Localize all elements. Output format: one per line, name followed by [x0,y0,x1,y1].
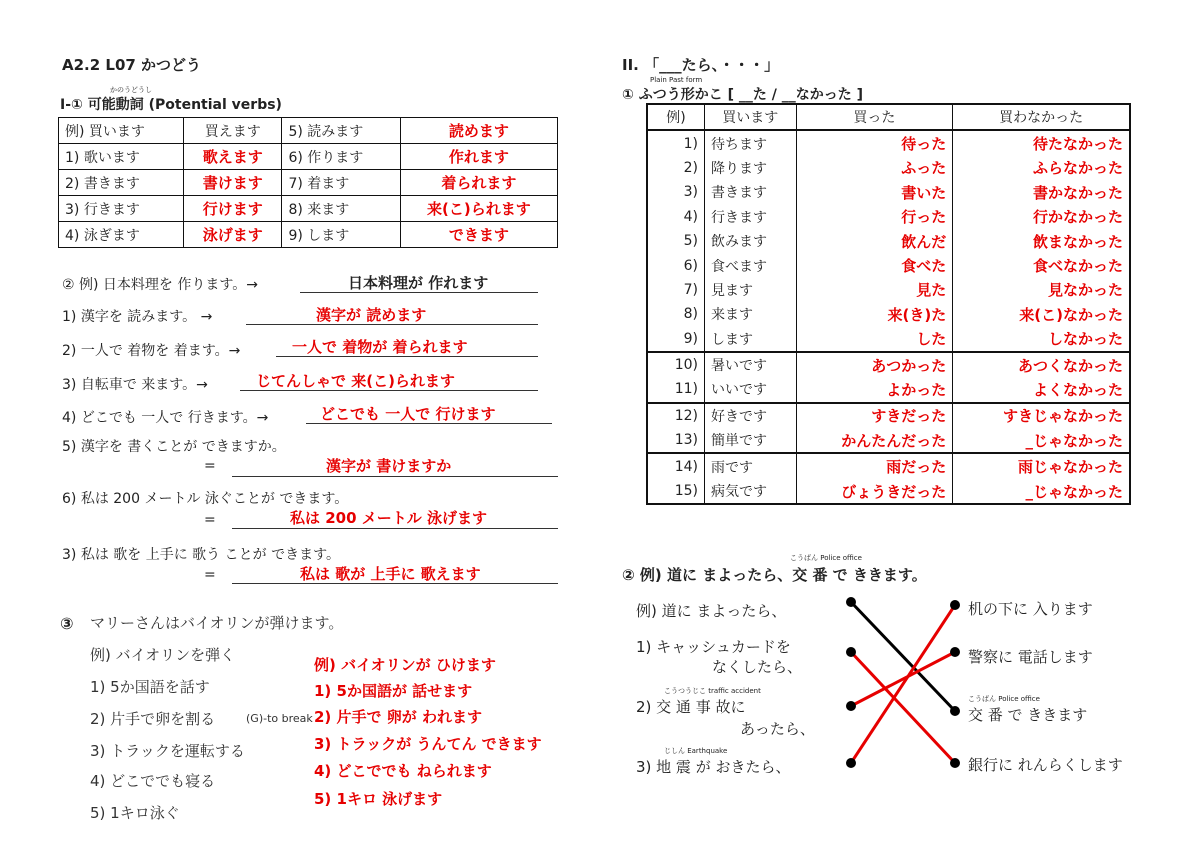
match-dot[interactable] [950,758,960,768]
neg-past-cell: 食べなかった [953,253,1130,277]
question: 2) 一人で 着物を 着ます。→ [62,343,241,359]
row-number: 14) [647,453,705,478]
match-right-item: 銀行に れんらくします [968,756,1123,774]
past-cell: 食べた [796,253,953,277]
past-cell: 待った [796,130,953,155]
answer: 私は 歌が 上手に 歌えます [300,565,481,583]
neg-past-cell: 雨じゃなかった [953,453,1130,478]
verb-cell: 行きます [705,205,797,229]
match-left-item: なくしたら、 [712,658,803,676]
header-cell: 例) [647,104,705,130]
verb-cell: 8) 来ます [282,196,400,222]
past-cell: 来(き)た [796,302,953,326]
section3-intro: マリーさんはバイオリンが弾けます。 [90,614,344,632]
exercise-answer: 1) 5か国語が 話せます [314,682,473,700]
exercise-item: 例) バイオリンを弾く [90,646,236,664]
answer: 漢字が 書けますか [326,457,452,475]
verb-cell: 降ります [705,156,797,180]
answer: じてんしゃで 来(こ)られます [256,372,455,390]
row-number: 6) [647,253,705,277]
answer-cell: 歌えます [184,144,282,170]
koban-note: こうばん Police office [968,695,1040,703]
match-line [851,652,955,706]
question: 4) どこでも 一人で 行きます。→ [62,410,269,426]
match-right-item: 交 番 で ききます [968,706,1088,724]
question: 6) 私は 200 メートル 泳ぐことが できます。 [62,491,349,507]
verb-cell: 来ます [705,302,797,326]
match-left-item: あったら、 [740,720,815,738]
verb-cell: 雨です [705,453,797,478]
answer-cell: 泳げます [184,222,282,248]
match-line [851,605,955,763]
past-cell: 見た [796,278,953,302]
exercise-item: 3) トラックを運転する [90,742,245,760]
answer: 私は 200 メートル 泳げます [290,509,487,527]
verb-cell: 7) 着ます [282,170,400,196]
section1-heading: I-① 可能動詞 (Potential verbs) [60,97,282,113]
answer-cell: 読めます [400,118,557,144]
answer-cell: 行けます [184,196,282,222]
verb-cell: いいです [705,377,797,402]
neg-past-cell: しなかった [953,327,1130,352]
example-question: ② 例) 日本料理を 作ります。→ [62,277,258,293]
neg-past-cell: 待たなかった [953,130,1130,155]
matching-heading: ② 例) 道に まよったら、交 番 で ききます。 [622,566,927,584]
past-cell: 雨だった [796,453,953,478]
neg-past-cell: ふらなかった [953,156,1130,180]
exercise-item: 1) 5か国語を話す [90,678,210,696]
verb-cell: 好きです [705,403,797,428]
neg-past-cell: すきじゃなかった [953,403,1130,428]
ruby-text: かのうどうし [110,86,152,94]
answer-cell: 書けます [184,170,282,196]
neg-past-cell: _じゃなかった [953,479,1130,504]
row-number: 13) [647,428,705,453]
example-answer: 日本料理が 作れます [348,274,489,292]
row-number: 4) [647,205,705,229]
match-right-item: 机の下に 入ります [968,600,1093,618]
row-number: 5) [647,229,705,253]
past-cell: びょうきだった [796,479,953,504]
exercise-item: 4) どこででも寝る [90,772,216,790]
row-number: 2) [647,156,705,180]
verb-cell: 2) 書きます [59,170,184,196]
equals-sign: = [204,512,216,528]
exercise-item: 2) 片手で卵を割る [90,710,216,728]
verb-cell: 食べます [705,253,797,277]
neg-past-cell: 見なかった [953,278,1130,302]
answer-cell: 作れます [400,144,557,170]
neg-past-cell: _じゃなかった [953,428,1130,453]
verb-cell: 6) 作ります [282,144,400,170]
past-cell: すきだった [796,403,953,428]
question: 5) 漢字を 書くことが できますか。 [62,439,286,455]
verb-cell: 4) 泳ぎます [59,222,184,248]
verb-cell: 待ちます [705,130,797,155]
match-left-item: 1) キャッシュカードを [636,638,791,656]
section3-number: ③ [60,614,74,633]
past-cell: よかった [796,377,953,402]
verb-cell: 3) 行きます [59,196,184,222]
exercise-answer: 2) 片手で 卵が われます [314,708,482,726]
question: 3) 私は 歌を 上手に 歌う ことが できます。 [62,547,340,563]
neg-past-cell: よくなかった [953,377,1130,402]
past-cell: 行った [796,205,953,229]
vocab-note: (G)-to break [246,712,313,725]
answer-cell: 買えます [184,118,282,144]
match-dot[interactable] [846,701,856,711]
row-number: 8) [647,302,705,326]
verb-cell: 9) します [282,222,400,248]
verb-cell: 病気です [705,479,797,504]
equals-sign: = [204,567,216,583]
past-cell: した [796,327,953,352]
neg-past-cell: 来(こ)なかった [953,302,1130,326]
row-number: 15) [647,479,705,504]
answer-cell: できます [400,222,557,248]
verb-cell: 見ます [705,278,797,302]
verb-cell: 1) 歌います [59,144,184,170]
header-cell: 買わなかった [953,104,1130,130]
koban-note: こうばん Police office [790,554,862,562]
equals-sign: = [204,458,216,474]
verb-cell: 例) 買います [59,118,184,144]
neg-past-cell: 書かなかった [953,180,1130,204]
neg-past-cell: あつくなかった [953,352,1130,377]
past-cell: あつかった [796,352,953,377]
match-left-item: 例) 道に まよったら、 [636,602,787,620]
match-dot[interactable] [846,758,856,768]
past-cell: かんたんだった [796,428,953,453]
header-cell: 買います [705,104,797,130]
answer: 漢字が 読めます [316,306,427,324]
section2-subheading: ① ふつう形かこ [ __た / __なかった ] [622,87,864,103]
verb-cell: 5) 読みます [282,118,400,144]
match-dot[interactable] [950,600,960,610]
past-cell: ふった [796,156,953,180]
answer: 一人で 着物が 着られます [292,338,468,356]
exercise-answer: 例) バイオリンが ひけます [314,656,496,674]
neg-past-cell: 行かなかった [953,205,1130,229]
verb-cell: します [705,327,797,352]
verb-cell: 書きます [705,180,797,204]
row-number: 12) [647,403,705,428]
match-dot[interactable] [950,647,960,657]
page-title: A2.2 L07 かつどう [62,56,202,74]
exercise-answer: 4) どこででも ねられます [314,762,492,780]
match-right-item: 警察に 電話します [968,648,1093,666]
exercise-item: 5) 1キロ泳ぐ [90,804,180,822]
match-left-item: 3) 地 震 が おきたら、 [636,758,791,776]
exercise-answer: 3) トラックが うんてん できます [314,735,542,753]
section2-heading: II. 「___たら、・・・」 [622,56,780,74]
answer-cell: 来(こ)られます [400,196,557,222]
row-number: 1) [647,130,705,155]
match-line [851,602,955,711]
earthquake-note: じしん Earthquake [664,747,728,755]
row-number: 9) [647,327,705,352]
verb-cell: 飲みます [705,229,797,253]
question: 1) 漢字を 読みます。 → [62,309,213,325]
plain-past-note: Plain Past form [650,76,703,84]
past-cell: 書いた [796,180,953,204]
verb-cell: 暑いです [705,352,797,377]
traffic-note: こうつうじこ traffic accident [664,687,761,695]
row-number: 3) [647,180,705,204]
row-number: 10) [647,352,705,377]
match-line [851,652,955,763]
match-dot[interactable] [950,706,960,716]
past-cell: 飲んだ [796,229,953,253]
question: 3) 自転車で 来ます。→ [62,377,208,393]
exercise-answer: 5) 1キロ 泳げます [314,790,443,808]
verb-cell: 簡単です [705,428,797,453]
answer: どこでも 一人で 行けます [320,405,496,423]
match-left-item: 2) 交 通 事 故に [636,698,746,716]
row-number: 11) [647,377,705,402]
neg-past-cell: 飲まなかった [953,229,1130,253]
row-number: 7) [647,278,705,302]
match-dot[interactable] [846,597,856,607]
match-dot[interactable] [846,647,856,657]
header-cell: 買った [796,104,953,130]
answer-cell: 着られます [400,170,557,196]
